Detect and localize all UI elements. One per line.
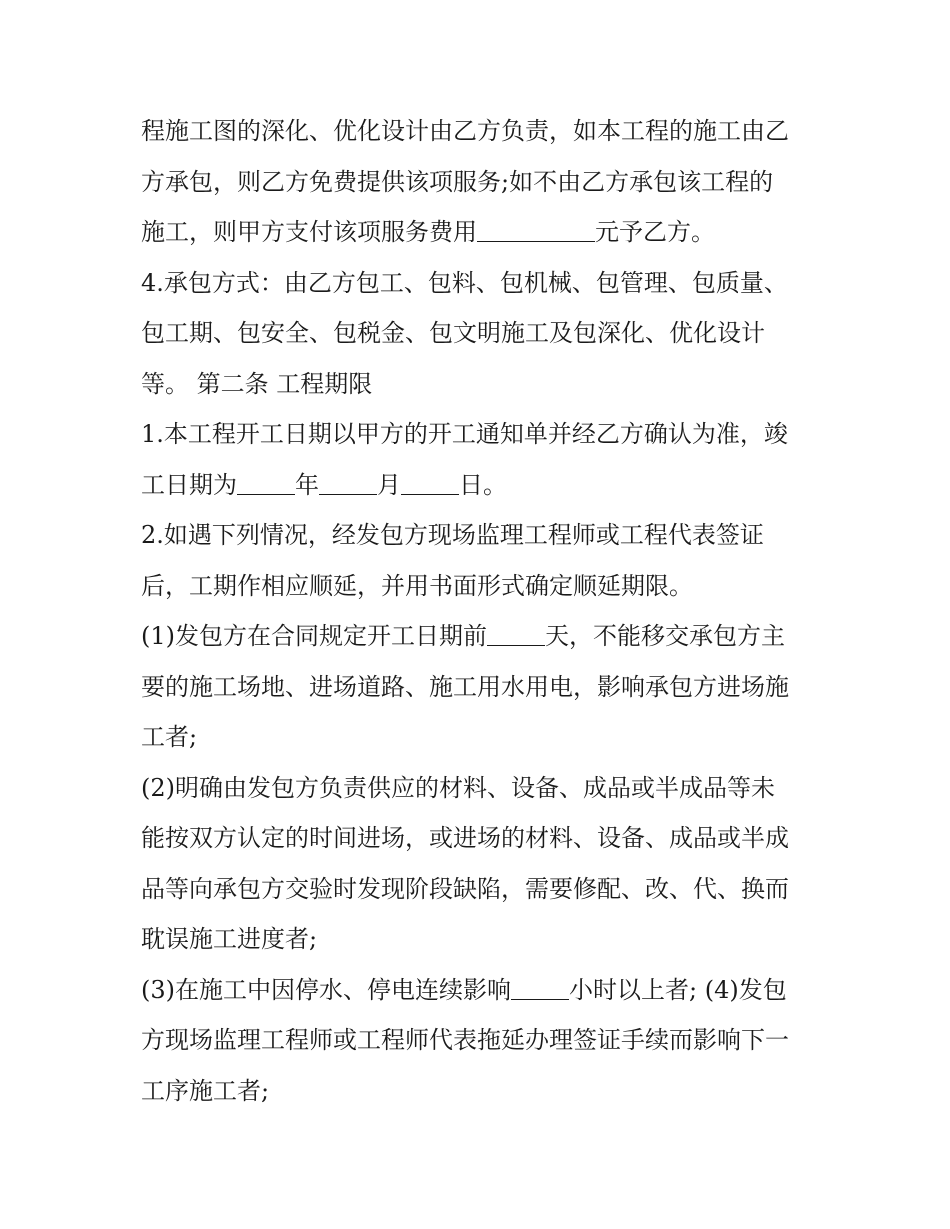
text-run: 包工期、包安全、包税金、包文明施工及包深化、优化设计 (141, 319, 765, 347)
text-run: 耽误施工进度者; (141, 925, 318, 953)
text-line (141, 207, 821, 258)
fill-in-blank-fee (477, 219, 595, 242)
text-line (141, 561, 821, 612)
text-run: 元予乙方。 (595, 218, 715, 246)
text-line (141, 914, 821, 965)
text-run: 小时以上者; (4)发包 (569, 975, 787, 1004)
text-run: 要的施工场地、进场道路、施工用水用电，影响承包方进场施 (141, 672, 789, 701)
text-run: 品等向承包方交验时发现阶段缺陷，需要修配、改、代、换而 (141, 874, 789, 903)
text-line (141, 763, 821, 814)
text-line (141, 409, 821, 460)
text-run: 后，工期作相应顺延，并用书面形式确定顺延期限。 (141, 571, 693, 600)
text-line (141, 864, 821, 915)
text-run: (3)在施工中因停水、停电连续影响 (141, 975, 511, 1004)
text-run: 4.承包方式：由乙方包工、包料、包机械、包管理、包质量、 (141, 268, 788, 297)
text-run: 工序施工者; (141, 1076, 270, 1105)
text-run: 年 (295, 470, 319, 499)
text-line (141, 510, 821, 561)
text-run: 方承包，则乙方免费提供该项服务;如不由乙方承包该工程的 (141, 167, 774, 196)
text-line (141, 611, 821, 662)
text-run: 2.如遇下列情况，经发包方现场监理工程师或工程代表签证 (141, 521, 764, 549)
fill-in-blank-month (319, 472, 377, 495)
text-run: 天，不能移交承包方主 (545, 622, 785, 650)
text-line (141, 106, 821, 157)
text-line (141, 308, 821, 359)
text-line (141, 1066, 821, 1117)
fill-in-blank-hours (511, 977, 569, 1000)
text-line (141, 662, 821, 713)
text-line (141, 258, 821, 309)
text-line (141, 813, 821, 864)
text-run: 月 (377, 470, 401, 499)
text-run: 工者; (141, 723, 198, 751)
text-run: 等。 第二条 工程期限 (141, 369, 373, 398)
text-run: 1.本工程开工日期以甲方的开工通知单并经乙方确认为准，竣 (141, 420, 788, 448)
text-run: 日。 (459, 470, 507, 499)
text-line (141, 965, 821, 1016)
text-run: 施工，则甲方支付该项服务费用 (141, 218, 477, 246)
text-run: 程施工图的深化、优化设计由乙方负责，如本工程的施工由乙 (141, 117, 789, 145)
text-run: (1)发包方在合同规定开工日期前 (141, 622, 487, 650)
section-heading-line (141, 359, 821, 410)
document-body (141, 106, 821, 1116)
text-run: 工日期为 (141, 470, 237, 499)
fill-in-blank-days (487, 623, 545, 646)
text-line (141, 157, 821, 208)
fill-in-blank-year (237, 472, 295, 495)
text-run: 方现场监理工程师或工程师代表拖延办理签证手续而影响下一 (141, 1026, 789, 1054)
fill-in-blank-day (401, 472, 459, 495)
text-line (141, 1015, 821, 1066)
text-run: 能按双方认定的时间进场，或进场的材料、设备、成品或半成 (141, 824, 789, 852)
text-run: (2)明确由发包方负责供应的材料、设备、成品或半成品等未 (141, 773, 775, 802)
text-line (141, 712, 821, 763)
text-line (141, 460, 821, 511)
